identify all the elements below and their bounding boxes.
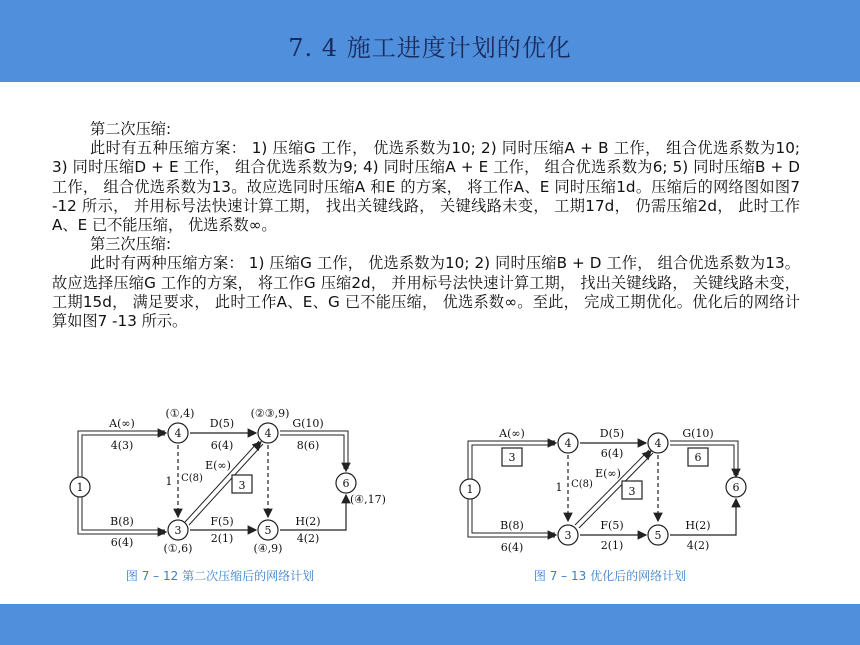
node-label: 3 bbox=[564, 529, 572, 542]
node-label: 4 bbox=[564, 437, 572, 450]
label-b-top: B(8) bbox=[500, 519, 524, 532]
label-a-box: 3 bbox=[508, 451, 516, 464]
label-g-top: G(10) bbox=[292, 417, 324, 430]
label-h-top: H(2) bbox=[295, 515, 321, 528]
paragraph: 第二次压缩: bbox=[90, 120, 172, 138]
network-diagram-7-12 bbox=[60, 405, 400, 585]
label-f-top: F(5) bbox=[600, 519, 624, 532]
label-n6: (④,17) bbox=[350, 493, 386, 506]
label-e: E(∞) bbox=[205, 459, 231, 472]
label-a-top: A(∞) bbox=[499, 427, 525, 440]
body-text bbox=[52, 120, 800, 331]
label-d-top: D(5) bbox=[209, 417, 235, 430]
label-e-box: 3 bbox=[628, 485, 636, 498]
node-label: 4 bbox=[264, 427, 272, 440]
label-h-bot: 4(2) bbox=[296, 532, 320, 545]
bottom-bar bbox=[0, 604, 860, 645]
label-c: C(8) bbox=[571, 479, 593, 490]
label-n4b: (②③,9) bbox=[250, 407, 290, 420]
label-f-bot: 2(1) bbox=[210, 532, 234, 545]
node-label: 1 bbox=[466, 483, 474, 496]
label-d-bot: 6(4) bbox=[600, 447, 624, 460]
label-n5: (④,9) bbox=[253, 542, 283, 555]
label-g-box: 6 bbox=[694, 451, 702, 464]
label-b-bot: 6(4) bbox=[500, 541, 524, 554]
node-label: 5 bbox=[654, 529, 662, 542]
label-h-top: H(2) bbox=[685, 519, 711, 532]
figure-caption: 图 7 – 13 优化后的网络计划 bbox=[533, 569, 687, 583]
figure-caption: 图 7 – 12 第二次压缩后的网络计划 bbox=[125, 569, 315, 583]
label-f-bot: 2(1) bbox=[600, 539, 624, 552]
label-h-bot: 4(2) bbox=[686, 539, 710, 552]
paragraph: 此时有五种压缩方案： 1) 压缩G 工作， 优选系数为10; 2) 同时压缩A + B 工作， 组合优选系数为10; 3) 同时压缩D + E 工作， 组合优选系数为9; 4) 同时压缩A + E 工作， 组合优选系数为6; 5) 同时压缩B + D 工作， 组合优选系数为13。故应选同时压缩A 和E 的方案， 将工作A、E 同时压缩1d。压缩后的网络图如图7 -12 所示， 并用标号法快速计算工期， 找出关键线路， 关键线路未变， 工期17d， 仍需压缩2d， 此时工作A、E 已不能压缩， 优选系数∞。 bbox=[52, 139, 800, 235]
paragraph: 第三次压缩: bbox=[90, 235, 172, 254]
label-g-bot: 8(6) bbox=[296, 439, 320, 452]
label-c-dash: 1 bbox=[165, 475, 173, 488]
label-b-bot: 6(4) bbox=[110, 536, 134, 549]
label-d-top: D(5) bbox=[599, 427, 625, 440]
node-label: 5 bbox=[264, 524, 272, 537]
label-f-top: F(5) bbox=[210, 515, 234, 528]
node-label: 3 bbox=[174, 524, 182, 537]
label-e-box: 3 bbox=[238, 479, 246, 492]
label-n3: (①,6) bbox=[163, 542, 193, 555]
node-label: 4 bbox=[174, 427, 182, 440]
label-c-dash: 1 bbox=[555, 481, 563, 494]
label-n4a: (①,4) bbox=[165, 407, 195, 420]
node-label: 1 bbox=[76, 481, 84, 494]
slide-title: 7. 4 施工进度计划的优化 bbox=[288, 34, 572, 62]
network-diagram-7-13 bbox=[450, 405, 790, 585]
label-c: C(8) bbox=[181, 473, 203, 484]
label-a-top: A(∞) bbox=[109, 417, 135, 430]
label-a-bot: 4(3) bbox=[110, 439, 134, 452]
label-e: E(∞) bbox=[595, 467, 621, 480]
paragraph: 此时有两种压缩方案： 1) 压缩G 工作， 优选系数为10; 2) 同时压缩B + D 工作， 组合优选系数为13。故应选择压缩G 工作的方案， 将工作G 压缩2d， 并用标号法快速计算工期， 找出关键线路， 关键线路未变， 工期15d， 满足要求， 此时工作A、E、G 已不能压缩， 优选系数∞。至此， 完成工期优化。优化后的网络计算如图7 -13 所示。 bbox=[52, 254, 800, 331]
label-b-top: B(8) bbox=[110, 515, 134, 528]
node-label: 6 bbox=[732, 481, 740, 494]
node-label: 6 bbox=[342, 477, 350, 490]
node-label: 4 bbox=[654, 437, 662, 450]
label-g-top: G(10) bbox=[682, 427, 714, 440]
label-d-bot: 6(4) bbox=[210, 439, 234, 452]
